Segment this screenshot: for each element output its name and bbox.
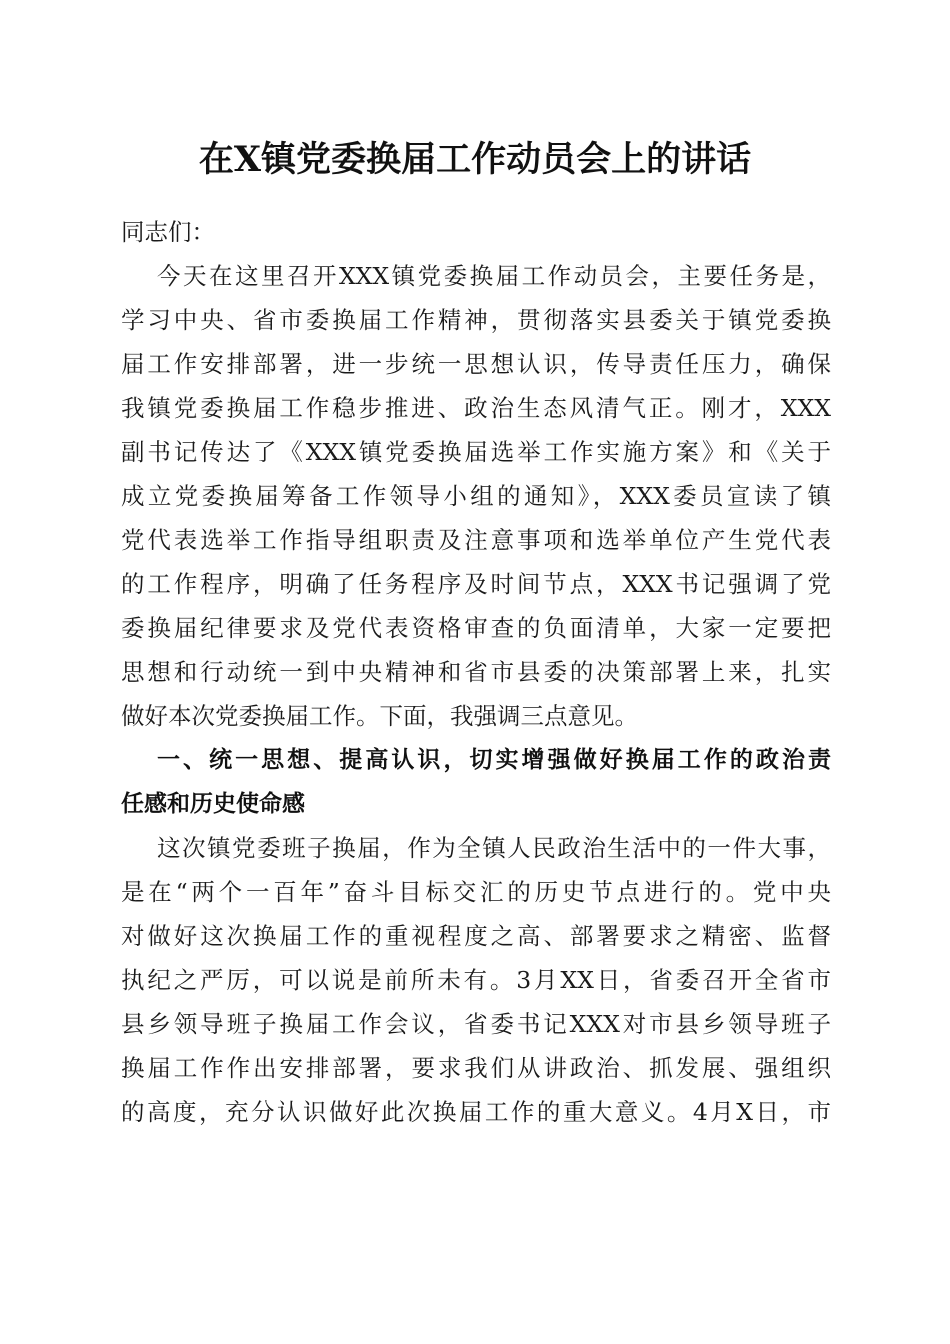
paragraph-line: 学习中央、省市委换届工作精神，贯彻落实县委关于镇党委换 <box>121 306 831 334</box>
salutation: 同志们： <box>121 218 215 246</box>
paragraph-line: 委换届纪律要求及党代表资格审查的负面清单，大家一定要把 <box>121 614 831 642</box>
document-title: 在X镇党委换届工作动员会上的讲话 <box>198 139 752 180</box>
paragraph-line: 今天在这里召开XXX镇党委换届工作动员会，主要任务是， <box>157 262 831 290</box>
document-body <box>121 210 831 1134</box>
paragraph-line: 这次镇党委班子换届，作为全镇人民政治生活中的一件大事， <box>157 834 831 862</box>
paragraph-line: 我镇党委换届工作稳步推进、政治生态风清气正。刚才，XXX <box>121 394 831 422</box>
paragraph-line: 执纪之严厉，可以说是前所未有。3月XX日，省委召开全省市 <box>121 966 831 994</box>
paragraph-line: 党代表选举工作指导组职责及注意事项和选举单位产生党代表 <box>121 526 831 554</box>
paragraph-line: 副书记传达了《XXX镇党委换届选举工作实施方案》和《关于 <box>121 438 831 466</box>
paragraph-line: 思想和行动统一到中央精神和省市县委的决策部署上来，扎实 <box>121 658 831 686</box>
paragraph-line: 县乡领导班子换届工作会议，省委书记XXX对市县乡领导班子 <box>121 1010 831 1038</box>
heading-line: 任感和历史使命感 <box>121 791 305 817</box>
paragraph-line: 对做好这次换届工作的重视程度之高、部署要求之精密、监督 <box>121 922 831 950</box>
paragraph-line: 的高度，充分认识做好此次换届工作的重大意义。4月X日，市 <box>121 1098 831 1126</box>
section-heading-1 <box>121 738 831 826</box>
paragraph-line: 届工作安排部署，进一步统一思想认识，传导责任压力，确保 <box>121 350 831 378</box>
paragraph-1 <box>121 254 831 738</box>
paragraph-2 <box>121 826 831 1134</box>
paragraph-line: 做好本次党委换届工作。下面，我强调三点意见。 <box>121 702 638 730</box>
paragraph-line: 换届工作作出安排部署，要求我们从讲政治、抓发展、强组织 <box>121 1054 831 1082</box>
paragraph-line: 是在“两个一百年”奋斗目标交汇的历史节点进行的。党中央 <box>121 878 831 906</box>
paragraph-line: 成立党委换届筹备工作领导小组的通知》，XXX委员宣读了镇 <box>121 482 831 510</box>
heading-line: 一、统一思想、提高认识，切实增强做好换届工作的政治责 <box>157 747 831 773</box>
paragraph-line: 的工作程序，明确了任务程序及时间节点，XXX书记强调了党 <box>121 570 831 598</box>
